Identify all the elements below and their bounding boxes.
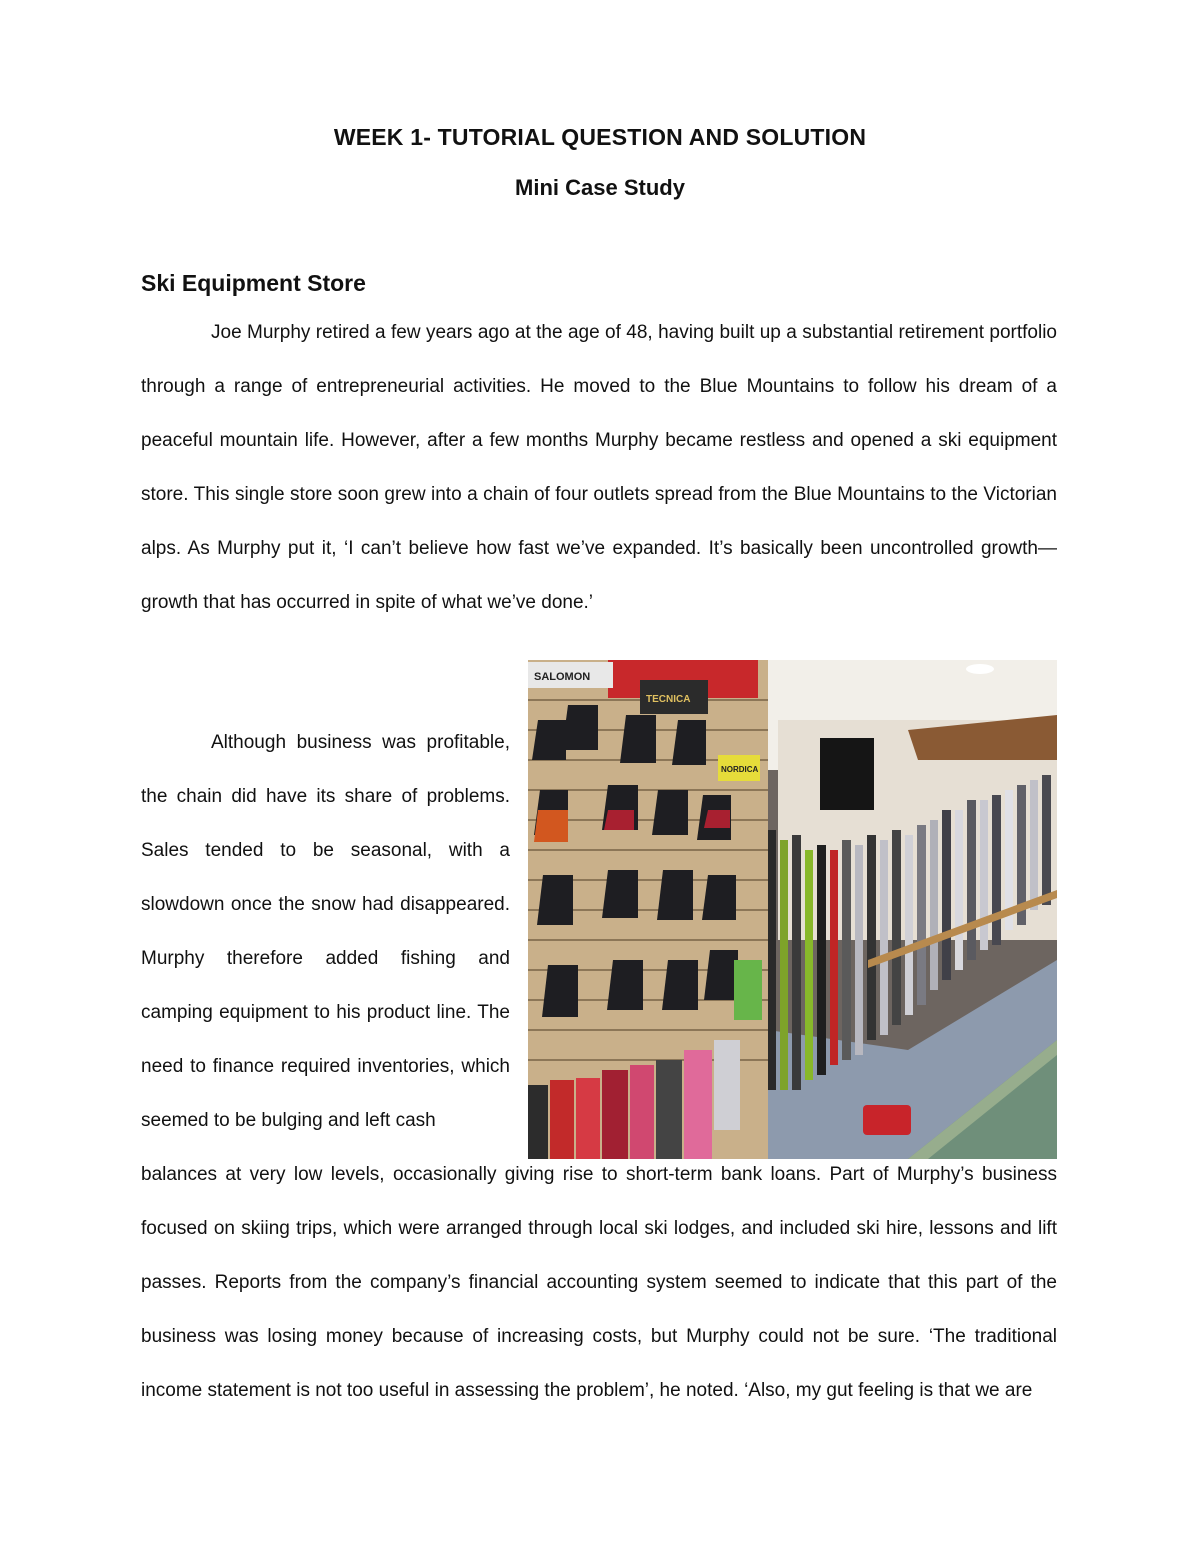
tecnica-sign: TECNICA [646,694,691,705]
page-title: WEEK 1- TUTORIAL QUESTION AND SOLUTION [333,124,867,150]
page-subtitle: Mini Case Study [515,175,685,200]
nordica-sign: NORDICA [721,765,759,774]
section-heading: Ski Equipment Store [141,270,366,296]
continued-paragraph: balances at very low levels, occasionally giving rise to short-term bank loans. Part of Murphy’s business focused on skiing trips, which were arranged through local ski lodges, and included ski hire, lessons and lift passes. Reports from the company’s financial accounting system seemed to indicate that this part of the business was losing money because of increasing costs, but Murphy could not be sure. ‘The traditional income statement is not too useful in assessing the problem’, he noted. ‘Also, my gut feeling is that we are [141,1164,1057,1401]
salomon-sign: SALOMON [534,671,591,683]
ski-store-photo [528,660,1057,1159]
paragraph-beside-photo: Although business was profitable, the chain did have its share of problems. Sales tended to be seasonal, with a slowdown once the snow had disappeared. Murphy therefore added fishing and camping equipment to his product line. The need to finance required inventories, which seemed to be bulging and left cash [141,732,510,1131]
intro-paragraph: Joe Murphy retired a few years ago at the age of 48, having built up a substantial retirement portfolio through a range of entrepreneurial activities. He moved to the Blue Mountains to follow his dream of a peaceful mountain life. However, after a few months Murphy became restless and opened a ski equipment store. This single store soon grew into a chain of four outlets spread from the Blue Mountains to the Victorian alps. As Murphy put it, ‘I can’t believe how fast we’ve expanded. It’s basically been uncontrolled growth—growth that has occurred in spite of what we’ve done.’ [141,322,1057,613]
